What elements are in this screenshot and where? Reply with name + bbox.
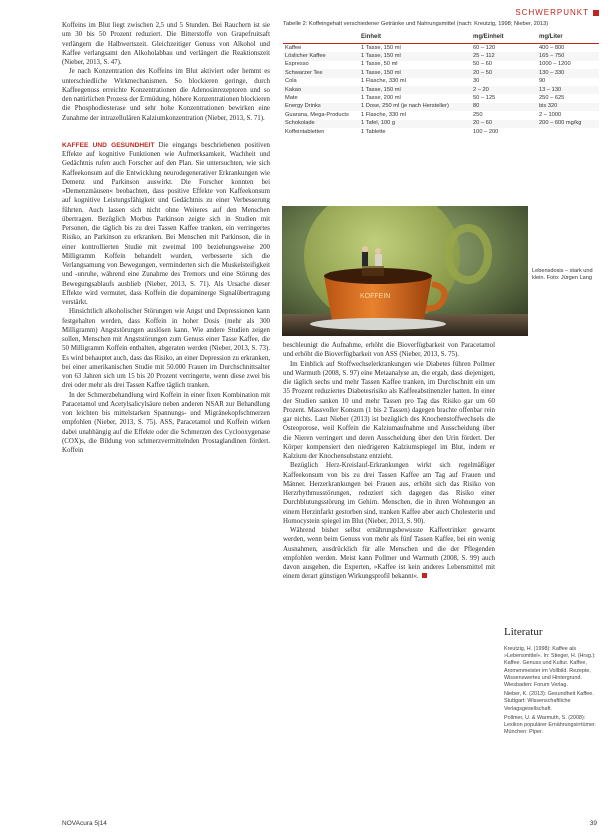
table-cell: 1 Tasse, 150 ml <box>361 44 401 51</box>
table-cell: 80 <box>471 103 537 111</box>
table-cell: Schwarzer Tee <box>283 69 359 77</box>
table-cell: Espresso <box>285 61 309 68</box>
coffee-cup-photo <box>282 206 528 336</box>
paragraph: beschleunigt die Aufnahme, erhöht die Bioverfügbarkeit von Paracetamol und erhöht die Bioverfügbarkeit von ASS (Nieber, 2013, S. 75). <box>283 342 495 359</box>
table-cell: 50 – 125 <box>473 94 496 101</box>
column-right <box>283 341 495 582</box>
paragraph: Bezüglich Herz-Kreislauf-Erkrankungen wirkt sich regelmäßiger Kaffeekonsum von bis zu drei Tassen Kaffee am Tag auf Frauen und Männer. Herzerkrankungen bei Frauen aus, erhöht sich das Risiko von Herzrhythmusstörungen, reduziert sich dagegen das Risiko einer Durchblutungsstörung im Gehirn. Menschen, die in ihren Wohnungen an einem Herzinfarkt gestorben sind, tranken Kaffee aber auch Cholesterin und Homocystein spiegel im Blut (Nieber, 2013, S. 90). <box>283 462 495 525</box>
table-caption: Tabelle 2: Koffeingehalt verschiedener Getränke und Nahrungsmittel (nach: Kreutzig, 1998; Nieber, 2013) <box>283 21 549 27</box>
table-cell: Schokolade <box>283 120 359 128</box>
table-cell: 250 <box>473 111 483 118</box>
table-cell: 30 <box>473 78 480 85</box>
paragraph: In der Schmerzbehandlung wird Koffein in einer fixen Kombination mit Paracetamol und Acetylsalicylsäure neben anderen NSAR zur Behandlung von leichten bis mittelstarken Spannungs- und Migränekopfschmerzen empfohlen (Nieber, 2013, S. 75). ASS, Paracetamol und Koffein wirken dabei unabhängig auf die Effekte oder die Schmerzen des Cyclooxygenase (COX)s, die Bildung von schmerzvermittelnden Prostaglandinen fördert. Koffein <box>62 391 270 454</box>
caffeine-table <box>283 31 599 136</box>
table-cell: Guarana, Mega-Products <box>285 111 349 118</box>
literature-item: Kreutzig, H. (1998): Kaffee als »Lebensmittel«. In: Stieger, H. (Hrsg.): Kaffee. Genuss und Kultur. Kaffee, Aromenmeister im Vollbild. Rezepte, Wissenswertes und Hintergrund. Wiesbaden: Forum Verlag. <box>504 646 596 689</box>
literature-title: Literatur <box>504 626 543 638</box>
table-cell: 1000 – 1200 <box>539 61 571 68</box>
table-row <box>283 103 599 111</box>
coffee-cup-illustration <box>282 206 528 336</box>
literature-item: Nieber, K. (2013): Gesundheit Kaffee. Stuttgart: Wissenschaftliche Verlagsgesellschaft. <box>504 691 594 712</box>
table-cell: 90 <box>539 78 546 85</box>
table-cell: 1 Tasse, 150 ml <box>359 86 471 94</box>
table-cell: 2 – 1000 <box>539 111 562 118</box>
table-cell: Kaffee <box>285 44 302 51</box>
table-row <box>283 128 599 136</box>
literature-box <box>504 626 602 738</box>
table-row <box>283 94 599 102</box>
table-cell: 1 Tasse, 150 ml <box>359 69 471 77</box>
paragraph-text: Die eingangs beschriebenen positiven Effekte auf kognitive Funktionen wie Aufmerksamkeit, Wachheit und Gedächtnis rufen auch Forscher auf den Plan. Sie untersuchten, wie sich Kaffeekonsum auf die Entwicklung neurodegenerativer Erkrankungen wie Demenz und Parkinson auswirkt. Die Forscher konnten bei »Demenzmäusen« beobachten, dass positive Effekte von Kaffeekonsum auf kognitive Leistungsfähigkeit und Gedächtnis zu einer Verbesserung führten. Auch lassen sich nicht ohne Weiteres auf den Menschen übertragen. Bezüglich Morbus Parkinson zeigte sich in Studien mit Personen, die täglich bis zu drei Tassen Kaffee tranken, ein verringertes Risiko, an Parkinson zu erkranken. Bei Menschen mit Parkinson, die in einer kontrollierten Studie mit zweimal 100 beziehungsweise 200 Milligramm Koffein behandelt wurden, verbesserte sich die Verlangsamung von Bewegungen, verminderten sich die Muskelsteifigkeit und -unruhe, während eine Zunahme des Tremors und eine Störung des Bewegungsablaufs ausblieb (Nieber, 2013, S. 71). Als Ursache dieser Effekte wird vermutet, dass Koffein die dopaminerge Signalübertragung verstärkt. <box>62 141 270 306</box>
table-row <box>283 120 599 128</box>
section-header <box>515 8 599 17</box>
column-left <box>62 21 270 455</box>
table-header: Einheit <box>359 31 471 44</box>
table-row <box>283 78 599 86</box>
table-cell: 2 – 20 <box>471 86 537 94</box>
section-label: SCHWERPUNKT <box>515 8 589 17</box>
paragraph: Hinsichtlich alkoholischer Störungen wie Angst und Depressionen kann festgehalten werden, dass Koffein in hoher Dosis (mehr als 300 Milligramm) Angststörungen auslösen kann. Wie andere Studien zeigen sollen, Menschen mit Angststörungen zum Genuss einer Tasse Kaffee, die 50 Milligramm Koffein enthalten, abgeraten werden (Nieber, 2013, S. 73). Es wird behauptet auch, dass das Risiko, an einer Depression zu erkranken, bei einer amerikanischen Studie mit 50.000 Frauen im Durchschnittsalter von 63 Jahren sich um 15 bis 20 Prozent verringerte, wenn diese zwei bis drei oder mehr als drei Tassen Kaffee täglich tranken. <box>62 308 270 390</box>
table-header: mg/Einheit <box>471 31 537 44</box>
table-cell: 20 – 60 <box>471 120 537 128</box>
literature-item: Pollmer, U. & Warmuth, S. (2008): Lexikon populärer Ernährungsirrtümer. München: Piper. <box>504 714 596 736</box>
table-cell <box>537 128 599 136</box>
paragraph-text: Während bisher selbst ernährungsbewusste Kaffeetrinker gewarnt werden, wenn beim Genuss von mehr als fünf Tassen Kaffee, bei ein wenig Ausnahmen, ausdrücklich für alle Menschen und die der Pflegenden empfohlen werden. Meist kann Pollmer und Warmuth (2008, S. 99) auch davon ausgehen, die Experten, »Kaffee ist kein anderes Lebensmittel mit einem derart günstigen Wirkungsprofil bekannt«. <box>283 527 495 581</box>
table-row <box>283 86 599 94</box>
table-cell: 1 Flasche, 330 ml <box>361 111 406 118</box>
table-cell: 1 Dose, 250 ml (je nach Hersteller) <box>359 103 471 111</box>
table-cell: bis 320 <box>537 103 599 111</box>
end-marker-icon <box>422 573 427 578</box>
table-row <box>283 61 599 69</box>
table-cell: 100 – 200 <box>473 128 499 135</box>
table-cell: 1 Tafel, 100 g <box>359 120 471 128</box>
table-header: mg/Liter <box>537 31 599 44</box>
table-cell: 165 – 750 <box>537 52 599 60</box>
table-cell: 1 Tasse, 150 ml <box>359 52 471 60</box>
table-cell: Löslicher Kaffee <box>283 52 359 60</box>
paragraph: Koffeins im Blut liegt zwischen 2,5 und 5 Stunden. Bei Rauchern ist sie um 30 bis 50 Prozent reduziert. Die Bitterstoffe von Grapefruitsaft verlängern die Halbwertszeit. Gleichzeitiger Genuss von Alkohol und Kaffee verlangsamt den Alkoholabbau und verlängert die Reaktionszeit (Nieber, 2013, S. 47). <box>62 22 270 66</box>
literature-list <box>504 646 602 736</box>
table-cell: Koffeintabletten <box>285 128 325 135</box>
footer-journal: NOVAcura 5|14 <box>62 820 107 827</box>
table-row <box>283 69 599 77</box>
table-cell: 250 – 625 <box>539 94 565 101</box>
table-cell: 1 Tasse, 200 ml <box>361 94 401 101</box>
table-cell: Mate <box>285 94 298 101</box>
table-cell: Kakao <box>283 86 359 94</box>
page-number: 39 <box>589 820 597 827</box>
section-heading: KAFFEE UND GESUNDHEIT <box>62 141 155 149</box>
table-cell: 130 – 330 <box>537 69 599 77</box>
table-cell: 13 – 130 <box>537 86 599 94</box>
table-block <box>283 21 599 136</box>
table-cell: 50 – 60 <box>473 61 492 68</box>
table-cell: 1 Tasse, 50 ml <box>361 61 398 68</box>
table-cell: 1 Tablette <box>361 128 386 135</box>
table-cell: Cola <box>285 78 297 85</box>
photo-caption: Lebensdosis – stark und klein. Foto: Jürgen Lang <box>532 268 593 282</box>
table-row <box>283 52 599 60</box>
paragraph <box>283 526 495 582</box>
table-cell: Energy Drinks <box>283 103 359 111</box>
table-cell: 200 – 600 mg/kg <box>537 120 599 128</box>
table-header-row <box>283 31 599 44</box>
paragraph: Je nach Konzentration des Koffeins im Blut aktiviert oder hemmt es unterschiedliche Wirkmechanismen. So blockieren geringe, durch Kaffeegenuss erreichte Konzentrationen die Adenosinrezeptoren und so den natürlichen Prozess der Ermüdung, höhere Konzentrationen blockieren die Phosphodiesterase und sehr hohe Konzentrationen bewirken eine Zunahme der intrazellulären Kalziumkonzentration (Nieber, 2013, S. 71). <box>62 68 270 122</box>
table-cell: 60 – 120 <box>473 44 496 51</box>
paragraph-health <box>62 141 270 308</box>
table-row <box>283 44 599 53</box>
table-cell: 1 Flasche, 330 ml <box>361 78 406 85</box>
table-row <box>283 111 599 119</box>
table-cell: 20 – 50 <box>471 69 537 77</box>
paragraph: Im Einblick auf Stoffwechselerkrankungen wie Diabetes führen Pollmer und Warmuth (2008, S. 97) eine Metaanalyse an, die ergab, dass diejenigen, die täglich sechs und mehr Tassen Kaffee tranken, im Durchschnitt ein um 35 Prozent reduziertes Diabetesrisiko als Kaffeeabstinenzler hatten. In einer der Studien sanken 10 und mehr Tassen pro Tag das Risiko gar um 60 Prozent. Massvoller Konsum (1 bis 2 Tassen) dagegen brachte offenbar rein gar nichts. Laut Nieber (2013) ist bezüglich des Knochenstoffwechsels die Osteoporose, weil Koffein die Kalziumaufnahme und Ausscheidung über die Nieren verringert und deren Ausscheidung über den Urin fördert. Der Körper kompensiert den niedrigeren Kalziumspiegel im Blut, indem er Kalzium der Knochensubstanz entzieht. <box>283 360 495 460</box>
cup-logo-text: KOFFEIN <box>360 293 391 300</box>
table-header <box>283 31 359 44</box>
table-cell: 25 – 112 <box>471 52 537 60</box>
section-marker-icon <box>593 10 599 16</box>
table-cell: 400 – 800 <box>539 44 565 51</box>
